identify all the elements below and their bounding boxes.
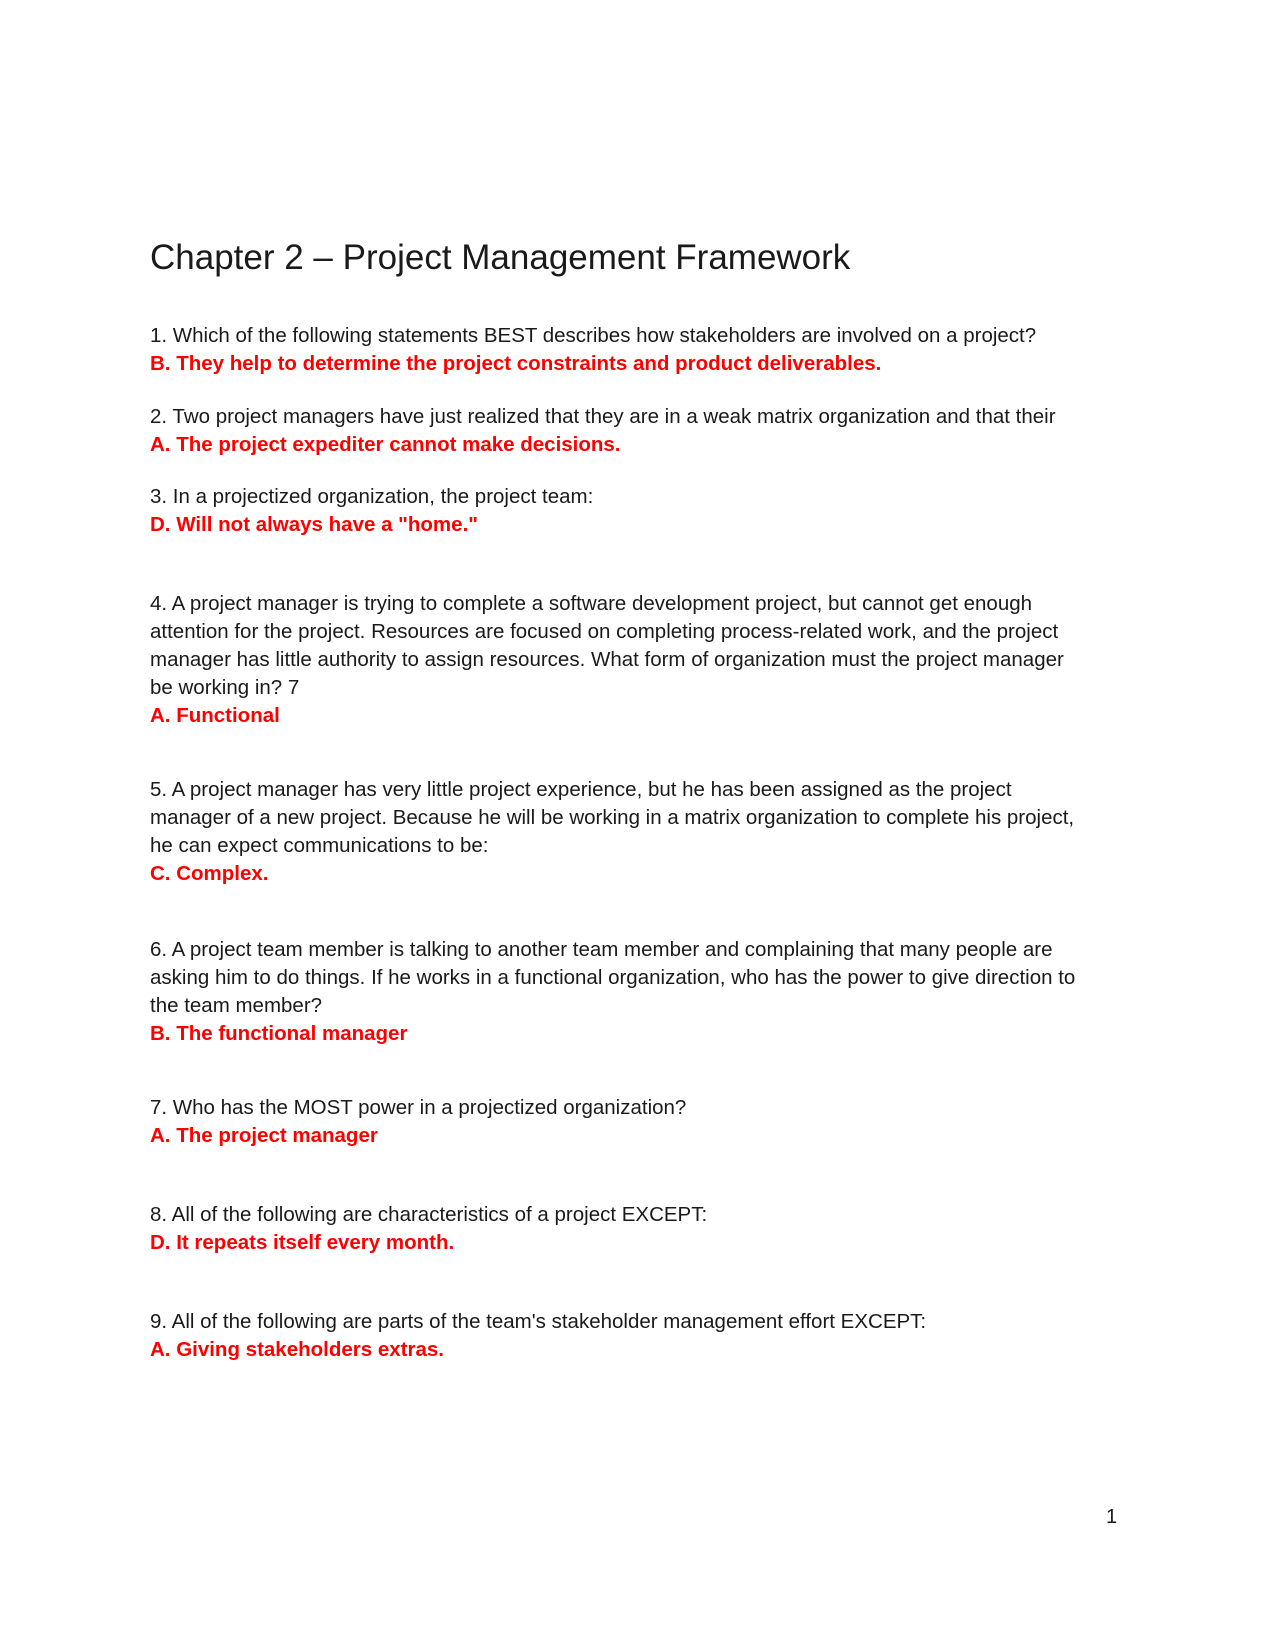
question-text: 1. Which of the following statements BEST describes how stakeholders are involved on a project? [150, 324, 1037, 347]
answer-text: B. They help to determine the project constraints and product deliverables. [150, 352, 882, 375]
question-text: 6. A project team member is talking to another team member and complaining that many people are asking him to do things. If he works in a functional organization, who has the power to give direction to the team member? [150, 938, 1076, 1017]
question-text: 4. A project manager is trying to complete a software development project, but cannot get enough attention for the project. Resources are focused on completing process-related work, and the project manager has little authority to assign resources. What form of organization must the project manager be working in? 7 [150, 592, 1064, 699]
answer-text: A. Giving stakeholders extras. [150, 1338, 444, 1361]
question-text: 5. A project manager has very little project experience, but he has been assigned as the project manager of a new project. Because he will be working in a matrix organization to complete his project, he can expect communications to be: [150, 778, 1075, 857]
answer-text: A. The project manager [150, 1124, 378, 1147]
question-8 [150, 1201, 1090, 1257]
answer-text: D. Will not always have a "home." [150, 513, 478, 536]
question-text: 8. All of the following are characteristics of a project EXCEPT: [150, 1203, 708, 1226]
question-4 [150, 590, 1090, 730]
question-text: 9. All of the following are parts of the team's stakeholder management effort EXCEPT: [150, 1310, 927, 1333]
question-text: 3. In a projectized organization, the project team: [150, 485, 594, 508]
page-title: Chapter 2 – Project Management Framework [150, 238, 851, 277]
question-6 [150, 936, 1090, 1048]
question-text: 2. Two project managers have just realized that they are in a weak matrix organization and that their [150, 405, 1056, 428]
question-3 [150, 483, 1090, 539]
page-number: 1 [1106, 1506, 1118, 1528]
answer-text: D. It repeats itself every month. [150, 1231, 455, 1254]
question-5 [150, 776, 1090, 888]
answer-text: B. The functional manager [150, 1022, 408, 1045]
question-7 [150, 1094, 1090, 1150]
question-text: 7. Who has the MOST power in a projectized organization? [150, 1096, 687, 1119]
answer-text: C. Complex. [150, 862, 269, 885]
question-2 [150, 403, 1090, 459]
answer-text: A. The project expediter cannot make decisions. [150, 433, 621, 456]
question-1 [150, 322, 1090, 378]
answer-text: A. Functional [150, 704, 280, 727]
question-9 [150, 1308, 1090, 1364]
